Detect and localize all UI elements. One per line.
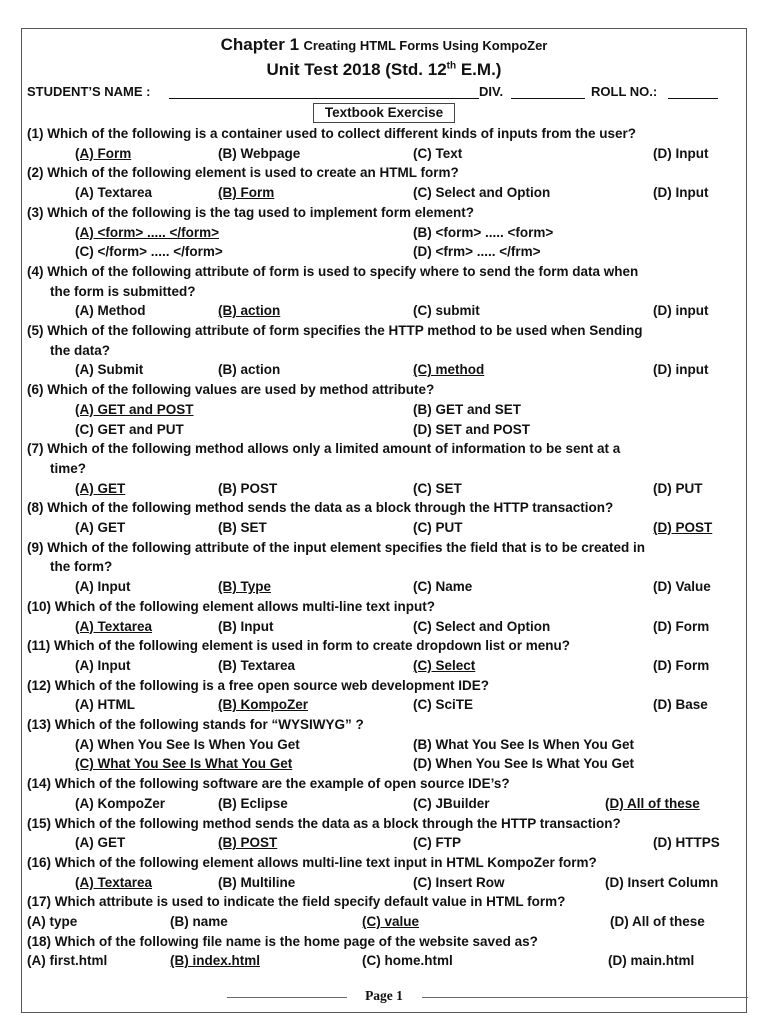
option-a: (A) Textarea [75, 618, 153, 634]
option-d: (D) When You See Is What You Get [413, 756, 635, 772]
question-text: (11) Which of the following element is used in form to create dropdown list or menu? [27, 638, 571, 654]
option-b: (B) Multiline [218, 874, 296, 890]
div-blank[interactable] [511, 98, 585, 99]
footer-rule-left [227, 997, 347, 998]
option-a: (A) GET and POST [75, 401, 194, 417]
option-b: (B) name [170, 914, 228, 929]
question-text: (18) Which of the following file name is the home page of the website saved as? [27, 933, 538, 949]
option-c: (C) SET [413, 480, 462, 496]
option-b: (B) POST [218, 480, 278, 496]
option-b: (B) Form [218, 185, 275, 201]
option-a: (A) GET [75, 480, 126, 496]
option-b: (B) Textarea [218, 657, 296, 673]
option-c: (C) Insert Row [413, 874, 505, 890]
option-d: (D) All of these [605, 795, 700, 811]
question-text: (9) Which of the following attribute of the input element specifies the field that is to be created in [27, 539, 646, 555]
option-b: (B) <form> ..... <form> [413, 224, 554, 240]
question-text-continued: the form is submitted? [50, 283, 196, 299]
option-c: (C) submit [413, 303, 480, 319]
option-b: (B) POST [218, 835, 278, 851]
question-text: (14) Which of the following software are the example of open source IDE’s? [27, 776, 510, 792]
option-c: (C) Select and Option [413, 618, 551, 634]
option-d: (D) PUT [653, 480, 703, 496]
option-c: (C) home.html [362, 953, 453, 969]
chapter-title: Creating HTML Forms Using KompoZer [303, 38, 548, 53]
option-c: (C) value [362, 914, 420, 929]
option-b: (B) Type [218, 579, 271, 595]
footer-rule-right [422, 997, 748, 998]
option-b: (B) index.html [170, 953, 260, 969]
option-c: (C) Select and Option [413, 185, 551, 201]
question-text: (15) Which of the following method sends the data as a block through the HTTP transaction? [27, 815, 621, 831]
option-d: (D) Base [653, 697, 708, 713]
option-d: (D) Form [653, 618, 710, 634]
page-number: Page 1 [365, 988, 403, 1003]
option-c: (C) SciTE [413, 697, 474, 713]
option-a: (A) Input [75, 657, 131, 673]
question-text: (12) Which of the following is a free open source web development IDE? [27, 677, 490, 693]
question-text: (5) Which of the following attribute of form specifies the HTTP method to be used when Sending [27, 323, 643, 338]
option-a: (A) Textarea [75, 185, 153, 201]
option-b: (B) Input [218, 618, 274, 634]
question-text: (10) Which of the following element allows multi-line text input? [27, 598, 436, 614]
option-c: (C) Name [413, 579, 473, 595]
option-a: (A) KompoZer [75, 795, 165, 811]
option-c: (C) What You See Is What You Get [75, 756, 293, 772]
roll-no-label: ROLL NO.: [591, 84, 658, 99]
question-text-continued: time? [50, 460, 87, 476]
question-text: (4) Which of the following attribute of form is used to specify where to send the form data when [27, 263, 639, 279]
option-c: (C) PUT [413, 520, 463, 535]
option-b: (B) action [218, 362, 281, 378]
option-a: (A) Method [75, 303, 146, 319]
option-d: (D) input [653, 303, 709, 319]
option-c: (C) Select [413, 657, 476, 673]
test-title-main: Unit Test 2018 (Std. 12 [266, 60, 447, 79]
option-b: (B) Eclipse [218, 795, 288, 811]
question-text: (7) Which of the following method allows only a limited amount of information to be sent at a [27, 441, 621, 457]
test-title [0, 60, 768, 80]
option-a: (A) Submit [75, 362, 144, 378]
option-a: (A) Input [75, 579, 131, 595]
option-d: (D) All of these [610, 914, 705, 929]
option-c: (C) method [413, 362, 485, 378]
option-a: (A) GET [75, 835, 126, 851]
question-text: (1) Which of the following is a container used to collect different kinds of inputs from the user? [27, 126, 637, 141]
student-name-label: STUDENT’S NAME : [27, 84, 151, 99]
option-d: (D) Form [653, 657, 710, 673]
option-b: (B) action [218, 303, 281, 319]
question-text: (17) Which attribute is used to indicate the field specify default value in HTML form? [27, 894, 566, 910]
option-b: (B) SET [218, 520, 267, 535]
question-text: (13) Which of the following stands for “WYSIWYG” ? [27, 717, 364, 732]
question-text-continued: the form? [50, 559, 113, 575]
option-b: (B) GET and SET [413, 401, 521, 417]
chapter-number: Chapter 1 [220, 35, 300, 54]
roll-no-blank[interactable] [668, 98, 718, 99]
page-footer [0, 988, 768, 1008]
question-text: (6) Which of the following values are used by method attribute? [27, 382, 435, 398]
option-d: (D) <frm> ..... </frm> [413, 244, 541, 260]
option-d: (D) Insert Column [605, 874, 719, 890]
question-text: (2) Which of the following element is used to create an HTML form? [27, 165, 459, 181]
option-d: (D) HTTPS [653, 835, 720, 851]
option-c: (C) Text [413, 145, 463, 161]
student-info-row [27, 84, 742, 102]
option-d: (D) POST [653, 520, 713, 535]
question-text-continued: the data? [50, 342, 111, 358]
test-title-tail: E.M.) [456, 60, 502, 79]
option-c: (C) FTP [413, 835, 461, 851]
option-d: (D) Input [653, 145, 709, 161]
div-label: DIV. [479, 84, 504, 99]
option-d: (D) input [653, 362, 709, 378]
question-text: (3) Which of the following is the tag used to implement form element? [27, 204, 475, 220]
option-b: (B) What You See Is When You Get [413, 736, 635, 752]
option-a: (A) type [27, 914, 78, 929]
student-name-blank[interactable] [169, 98, 479, 99]
option-c: (C) JBuilder [413, 795, 490, 811]
question-text: (16) Which of the following element allows multi-line text input in HTML KompoZer form? [27, 854, 597, 870]
question-text: (8) Which of the following method sends the data as a block through the HTTP transaction? [27, 500, 614, 516]
option-c: (C) GET and PUT [75, 421, 184, 437]
option-a: (A) HTML [75, 697, 135, 713]
section-title: Textbook Exercise [313, 103, 455, 123]
option-a: (A) <form> ..... </form> [75, 224, 220, 240]
option-d: (D) Input [653, 185, 709, 201]
option-b: (B) KompoZer [218, 697, 308, 713]
option-b: (B) Webpage [218, 145, 301, 161]
chapter-heading [0, 35, 768, 55]
option-a: (A) GET [75, 520, 126, 535]
option-d: (D) Value [653, 579, 711, 595]
option-a: (A) Textarea [75, 874, 153, 890]
option-d: (D) SET and POST [413, 421, 531, 437]
option-a: (A) first.html [27, 953, 108, 969]
option-a: (A) When You See Is When You Get [75, 736, 300, 752]
option-a: (A) Form [75, 145, 132, 161]
option-d: (D) main.html [608, 953, 695, 969]
test-title-sup: th [446, 60, 457, 72]
option-c: (C) </form> ..... </form> [75, 244, 223, 260]
